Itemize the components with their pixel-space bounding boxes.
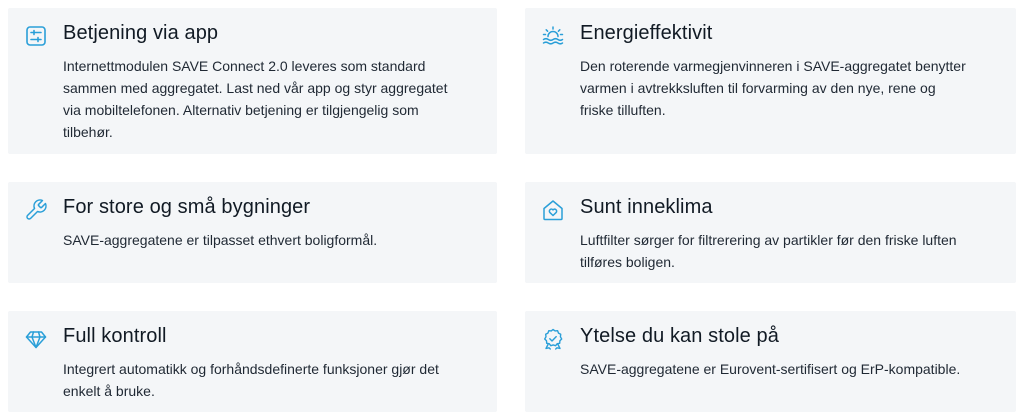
description-line: Integrert automatikk og forhåndsdefinerte funksjoner gjør det [63,361,439,377]
description-line: varmen i avtrekksluften til forvarming av den nye, rene og [580,80,936,96]
feature-title: For store og små bygninger [63,196,311,218]
feature-card-app-control [8,8,497,154]
feature-description [63,229,377,251]
feature-title: Energieffektivit [580,22,713,44]
feature-title: Full kontroll [63,325,167,347]
feature-card-reliable-performance [525,311,1016,412]
feature-card-energy-efficiency [525,8,1016,154]
feature-description [63,358,439,402]
description-line: sammen med aggregatet. Last ned vår app og styr aggregatet [63,80,448,96]
feature-title: Betjening via app [63,22,219,44]
diamond-icon [24,327,48,351]
award-badge-icon [541,327,565,351]
description-line: Internettmodulen SAVE Connect 2.0 leveres som standard [63,58,426,74]
feature-description [63,55,447,143]
feature-card-healthy-climate [525,182,1016,283]
description-line: tilføres boligen. [580,254,675,270]
sliders-icon [24,24,48,48]
house-heart-icon [541,198,565,222]
description-line: Luftfilter sørger for filtrerering av partikler før den friske luften [580,232,957,248]
feature-description [580,229,957,273]
description-line: via mobiltelefonen. Alternativ betjening er tilgjengelig som [63,102,419,118]
feature-card-building-sizes [8,182,497,283]
feature-card-full-control [8,311,497,412]
description-line: SAVE-aggregatene er Eurovent-sertifisert og ErP-kompatible. [580,361,961,377]
description-line: enkelt å bruke. [63,383,155,399]
description-line: tilbehør. [63,124,113,140]
wrench-icon [24,198,48,222]
feature-description [580,358,960,380]
feature-description [580,55,966,121]
description-line: Den roterende varmegjenvinneren i SAVE-aggregatet benytter [580,58,966,74]
description-line: SAVE-aggregatene er tilpasset ethvert boligformål. [63,232,378,248]
feature-title: Sunt inneklima [580,196,713,218]
description-line: friske tilluften. [580,102,666,118]
sun-waves-icon [541,24,565,48]
feature-title: Ytelse du kan stole på [580,325,779,347]
